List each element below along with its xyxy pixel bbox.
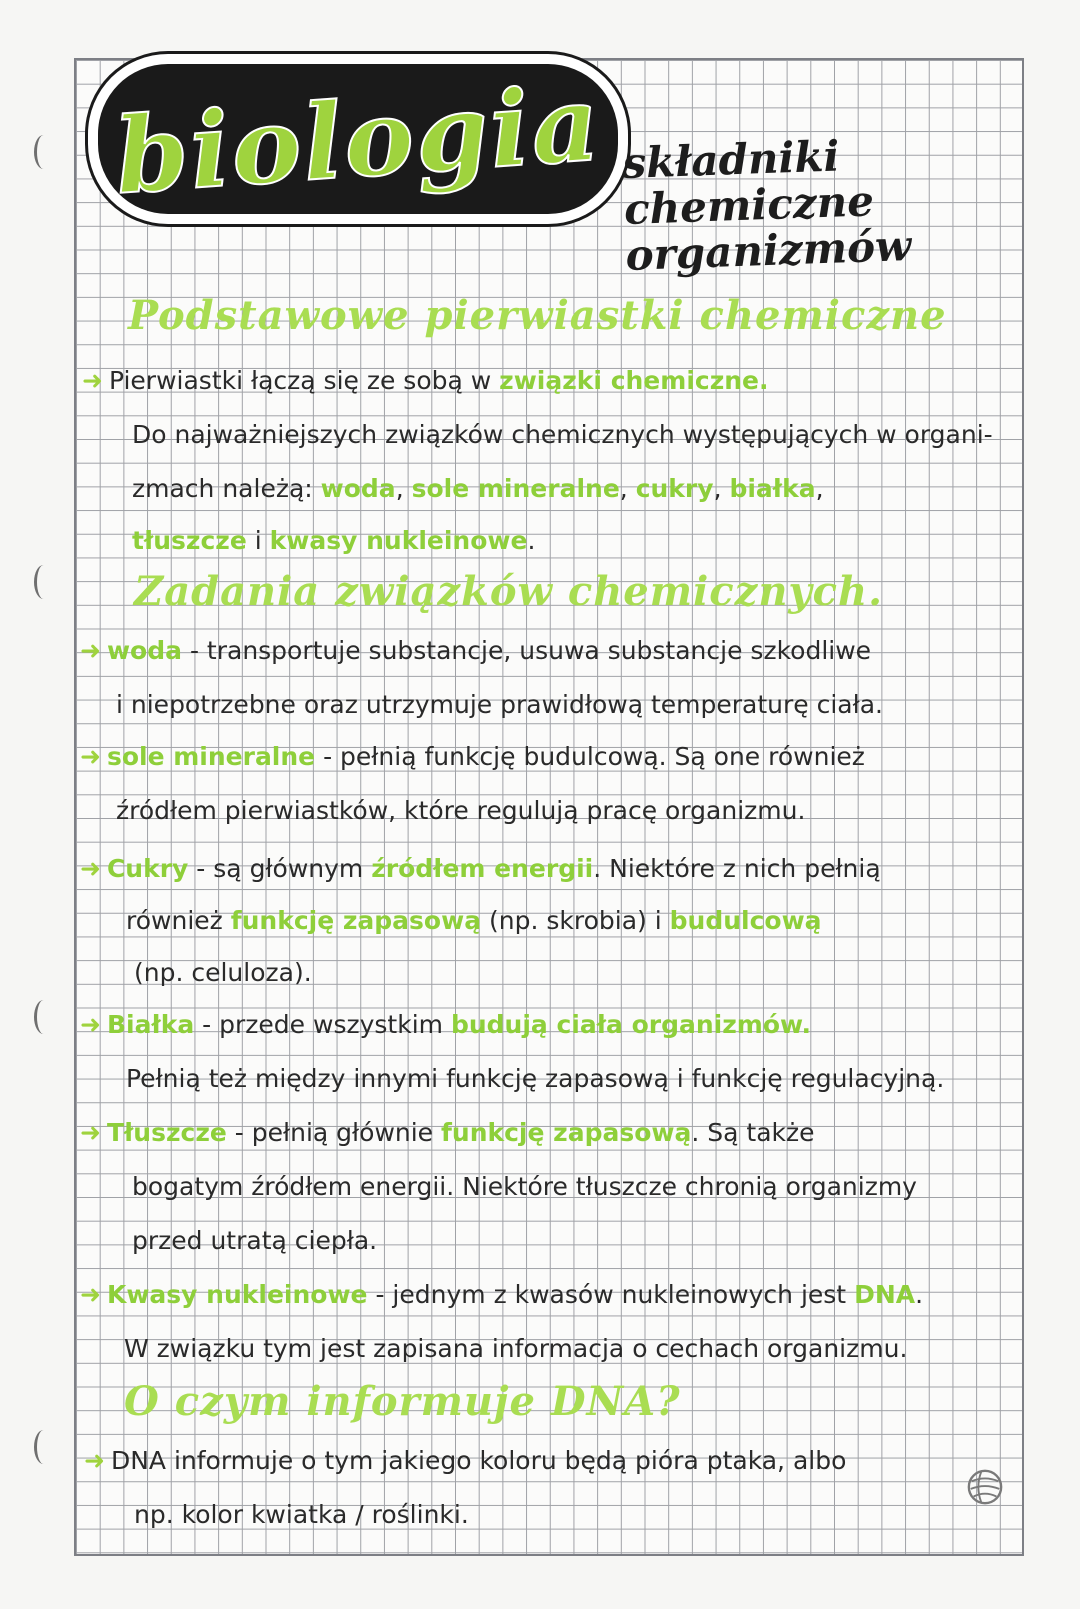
section-heading: O czym informuje DNA? (124, 1378, 681, 1425)
text-line: bogatym źródłem energii. Niektóre tłuszcze chronią organizmy (132, 1172, 917, 1201)
subtitle-line: składniki (621, 131, 841, 188)
text-line: przed utratą ciepła. (132, 1226, 378, 1255)
text-line: ➜ Kwasy nukleinowe - jednym z kwasów nukleinowych jest DNA. (80, 1280, 924, 1309)
text-line: np. kolor kwiatka / roślinki. (134, 1500, 469, 1529)
arrow-icon: ➜ (80, 1280, 101, 1309)
section-heading: Podstawowe pierwiastki chemiczne (128, 292, 947, 339)
arrow-icon: ➜ (80, 636, 101, 665)
text-line: ➜ Cukry - są głównym źródłem energii. Niektóre z nich pełnią (80, 854, 881, 883)
text-line: źródłem pierwiastków, które regulują pracę organizmu. (116, 796, 806, 825)
arrow-icon: ➜ (80, 1010, 101, 1039)
title-logo (98, 60, 618, 218)
page-title: biologia (111, 60, 605, 218)
text-line: Pełnią też między innymi funkcję zapasową i funkcję regulacyjną. (126, 1064, 945, 1093)
text-line: również funkcję zapasową (np. skrobia) i budulcową (126, 906, 822, 935)
arrow-icon: ➜ (80, 1118, 101, 1147)
arrow-icon: ➜ (82, 366, 103, 395)
binder-hole (34, 565, 53, 599)
arrow-icon: ➜ (84, 1446, 105, 1475)
globe-logo-icon (966, 1468, 1004, 1506)
text-line: tłuszcze i kwasy nukleinowe. (132, 526, 536, 555)
arrow-icon: ➜ (80, 742, 101, 771)
text-line: i niepotrzebne oraz utrzymuje prawidłową temperaturę ciała. (116, 690, 883, 719)
arrow-icon: ➜ (80, 854, 101, 883)
text-line: W związku tym jest zapisana informacja o cechach organizmu. (124, 1334, 908, 1363)
binder-hole (34, 135, 53, 169)
text-line: Do najważniejszych związków chemicznych występujących w organi- (132, 420, 993, 449)
subtitle-line: chemiczne (623, 176, 875, 234)
text-line: ➜ DNA informuje o tym jakiego koloru będą pióra ptaka, albo (84, 1446, 847, 1475)
text-line: ➜ Tłuszcze - pełnią głównie funkcję zapasową. Są także (80, 1118, 815, 1147)
text-line: ➜ Białka - przede wszystkim budują ciała organizmów. (80, 1010, 811, 1039)
text-line: zmach należą: woda, sole mineralne, cukry, białka, (132, 474, 824, 503)
text-line: ➜ Pierwiastki łączą się ze sobą w związki chemiczne. (82, 366, 769, 395)
binder-hole (34, 1000, 53, 1034)
section-heading: Zadania związków chemicznych. (134, 568, 884, 615)
text-line: ➜ woda - transportuje substancje, usuwa substancje szkodliwe (80, 636, 872, 665)
binder-hole (34, 1430, 53, 1464)
text-line: ➜ sole mineralne - pełnią funkcję budulcową. Są one również (80, 742, 865, 771)
subtitle-line: organizmów (624, 221, 913, 280)
page-subtitle (622, 131, 912, 279)
text-line: (np. celuloza). (134, 958, 312, 987)
